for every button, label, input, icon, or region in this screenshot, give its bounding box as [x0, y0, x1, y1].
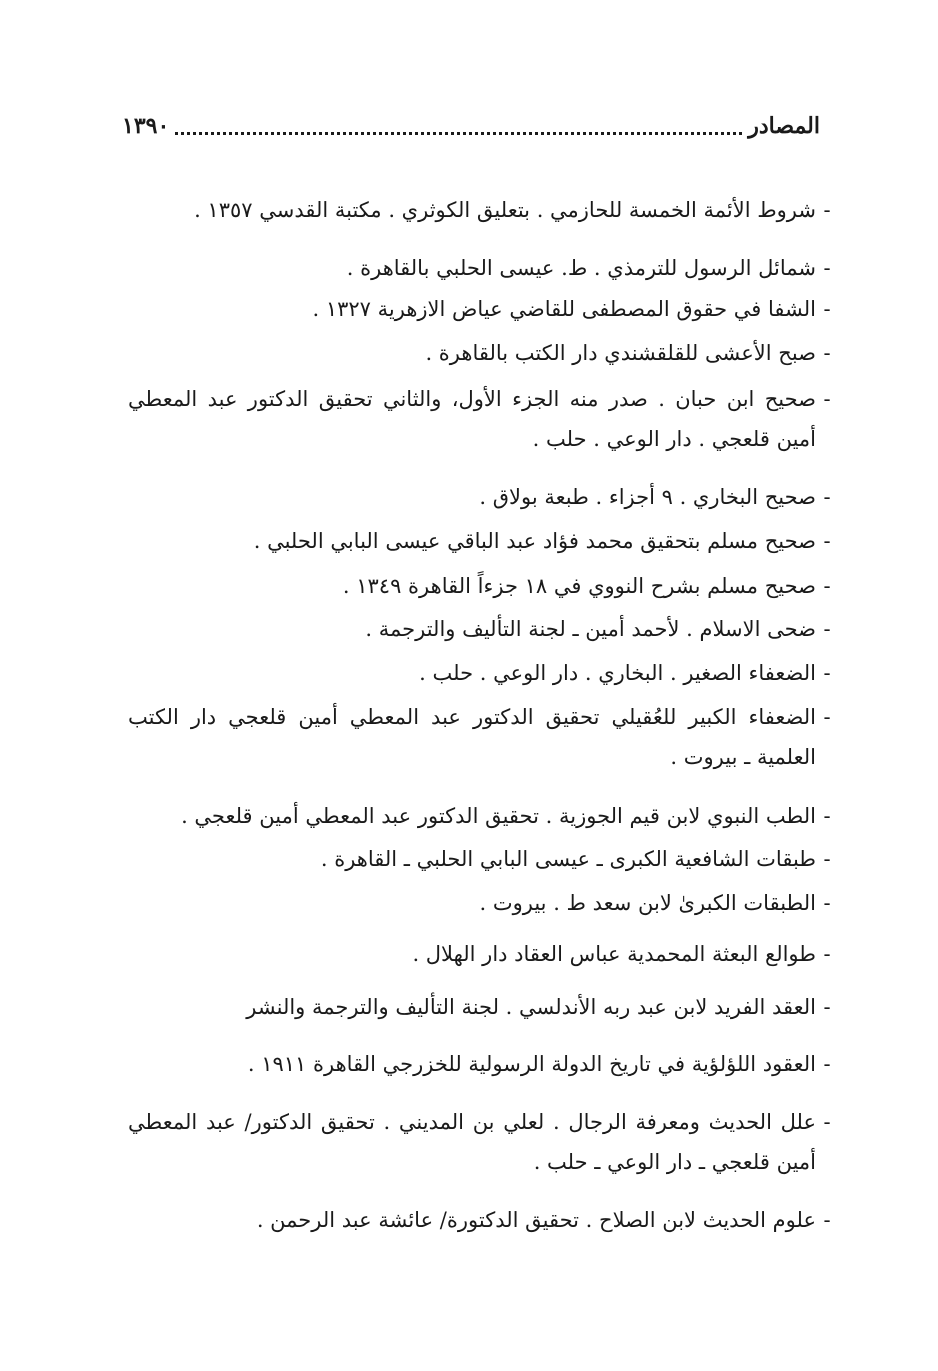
- entry-text: العقد الفريد لابن عبد ربه الأندلسي . لجنة التأليف والترجمة والنشر: [246, 995, 816, 1019]
- list-dash: -: [823, 529, 831, 553]
- list-item: [128, 883, 838, 923]
- list-item: [128, 521, 838, 561]
- entry-text: الضعفاء الصغير . البخاري . دار الوعي . حلب .: [419, 661, 816, 685]
- list-dash: -: [823, 661, 831, 685]
- entry-text: صحيح البخاري . ٩ أجزاء . طبعة بولاق .: [479, 485, 816, 509]
- entry-text: شمائل الرسول للترمذي . ط. عيسى الحلبي بالقاهرة .: [346, 256, 816, 280]
- list-dash: -: [823, 1110, 831, 1134]
- entry-text: الطبقات الكبرىٰ لابن سعد ط . بيروت .: [479, 891, 816, 915]
- list-item: [128, 934, 838, 974]
- entry-text: الشفا في حقوق المصطفى للقاضي عياض الازهرية ١٣٢٧ .: [312, 297, 816, 321]
- list-item: [128, 379, 838, 459]
- list-item: [128, 697, 838, 777]
- entry-text: صحيح مسلم بشرح النووي في ١٨ جزءاً القاهرة ١٣٤٩ .: [342, 574, 816, 598]
- list-item: [128, 1200, 838, 1240]
- entry-text: علل الحديث ومعرفة الرجال . لعلي بن المديني . تحقيق الدكتور/ عبد المعطي أمين قلعجي ـ دار الوعي ـ حلب .: [128, 1110, 816, 1174]
- list-dash: -: [823, 574, 831, 598]
- entry-text: الطب النبوي لابن قيم الجوزية . تحقيق الدكتور عبد المعطي أمين قلعجي .: [181, 804, 816, 828]
- list-item: [128, 333, 838, 373]
- list-item: [128, 477, 838, 517]
- list-dash: -: [823, 1052, 831, 1076]
- page-header: [122, 106, 820, 146]
- page-number: ١٣٩٠: [122, 113, 170, 139]
- list-item: [128, 653, 838, 693]
- list-dash: -: [823, 847, 831, 871]
- list-dash: -: [823, 256, 831, 280]
- list-item: [128, 839, 838, 879]
- list-item: [128, 566, 838, 606]
- entry-text: الضعفاء الكبير للعُقيلي تحقيق الدكتور عبد المعطي أمين قلعجي دار الكتب العلمية ـ بيروت .: [128, 705, 816, 769]
- list-item: [128, 248, 838, 288]
- list-item: [128, 289, 838, 329]
- entry-text: شروط الأئمة الخمسة للحازمي . بتعليق الكوثري . مكتبة القدسي ١٣٥٧ .: [194, 198, 816, 222]
- list-dash: -: [823, 485, 831, 509]
- list-item: [128, 609, 838, 649]
- list-item: [128, 1044, 838, 1084]
- entry-text: صحيح مسلم بتحقيق محمد فؤاد عبد الباقي عيسى البابي الحلبي .: [253, 529, 816, 553]
- list-dash: -: [823, 617, 831, 641]
- entry-text: صحيح ابن حبان . صدر منه الجزء الأول، والثاني تحقيق الدكتور عبد المعطي أمين قلعجي . دار الوعي . حلب .: [128, 387, 816, 451]
- list-dash: -: [823, 705, 831, 729]
- entry-text: طوالع البعثة المحمدية عباس العقاد دار الهلال .: [412, 942, 816, 966]
- entry-text: ضحى الاسلام . لأحمد أمين ـ لجنة التأليف والترجمة .: [365, 617, 816, 641]
- list-dash: -: [823, 891, 831, 915]
- list-dash: -: [823, 341, 831, 365]
- entry-text: علوم الحديث لابن الصلاح . تحقيق الدكتورة/ عائشة عبد الرحمن .: [256, 1208, 816, 1232]
- list-item: [128, 190, 838, 230]
- list-dash: -: [823, 297, 831, 321]
- list-dash: -: [823, 198, 831, 222]
- entry-text: العقود اللؤلؤية في تاريخ الدولة الرسولية للخزرجي القاهرة ١٩١١ .: [247, 1052, 816, 1076]
- list-item: [128, 987, 838, 1027]
- entry-text: صبح الأعشى للقلقشندي دار الكتب بالقاهرة .: [425, 341, 816, 365]
- list-dash: -: [823, 995, 831, 1019]
- entry-text: طبقات الشافعية الكبرى ـ عيسى البابي الحلبي ـ القاهرة .: [320, 847, 816, 871]
- page-title: المصادر: [748, 113, 820, 139]
- list-item: [128, 796, 838, 836]
- list-dash: -: [823, 804, 831, 828]
- dotted-leader: [175, 124, 742, 135]
- list-dash: -: [823, 387, 831, 411]
- list-dash: -: [823, 1208, 831, 1232]
- list-dash: -: [823, 942, 831, 966]
- list-item: [128, 1102, 838, 1182]
